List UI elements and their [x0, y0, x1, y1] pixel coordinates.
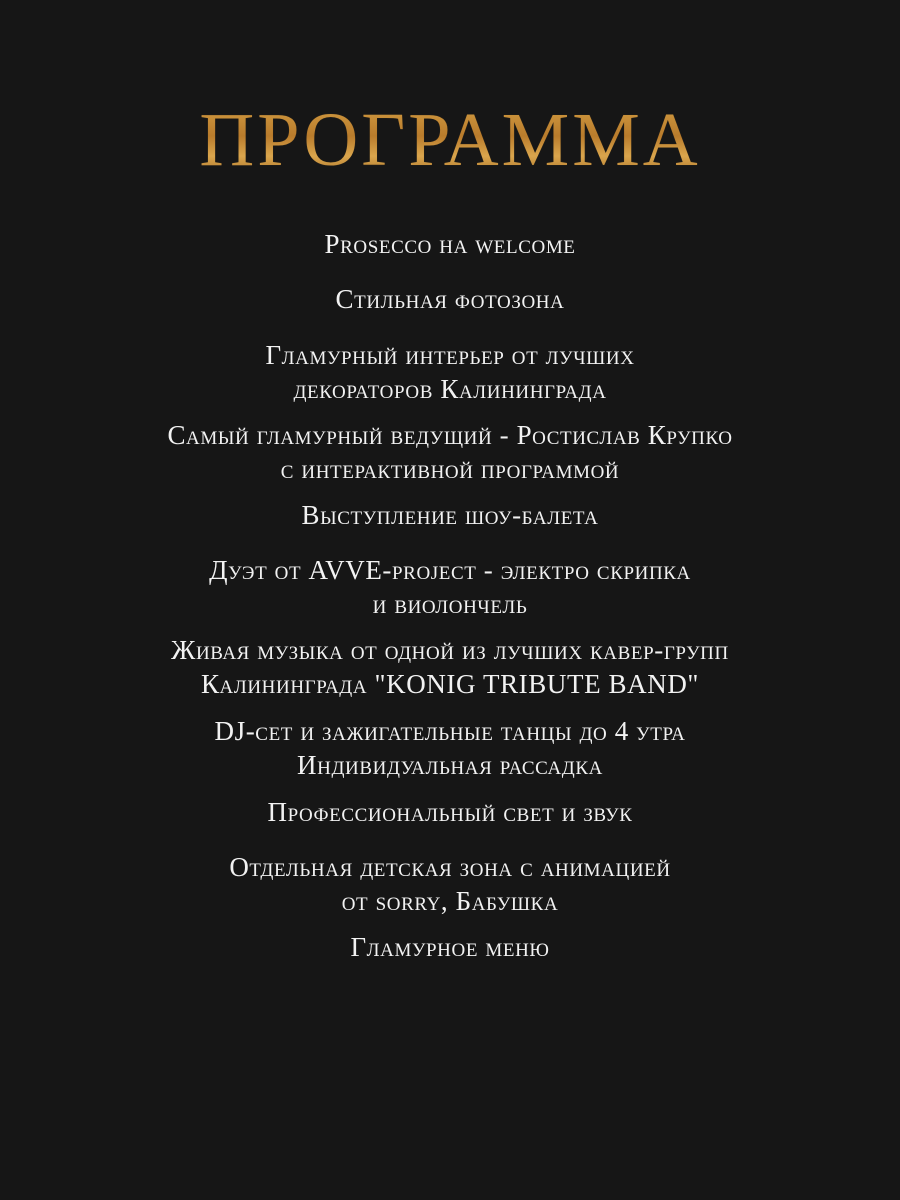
program-item-line: Prosecco на welcome — [324, 229, 576, 259]
program-item-line: Отдельная детская зона с анимацией — [229, 852, 671, 882]
program-item — [0, 418, 900, 486]
program-item — [0, 850, 900, 918]
program-item-line: Профессиональный свет и звук — [267, 797, 633, 827]
program-item-line: и виолончель — [372, 589, 528, 619]
program-item-line: Самый гламурный ведущий - Ростислав Крупко — [167, 420, 733, 450]
program-item — [0, 338, 900, 406]
program-item — [0, 553, 900, 621]
program-item-line: Живая музыка от одной из лучших кавер-групп — [171, 635, 729, 665]
program-item-line: DJ-сет и зажигательные танцы до 4 утра — [214, 716, 686, 746]
program-item — [0, 714, 900, 782]
program-item — [0, 282, 900, 316]
program-item — [0, 633, 900, 701]
program-item-line: Гламурное меню — [350, 932, 550, 962]
program-item-line: Индивидуальная рассадка — [297, 750, 603, 780]
program-item — [0, 795, 900, 829]
program-item-line: декораторов Калининграда — [293, 374, 607, 404]
program-item-line: Стильная фотозона — [335, 284, 565, 314]
page-title: ПРОГРАММА — [0, 100, 900, 180]
program-item-line: с интерактивной программой — [280, 454, 620, 484]
program-item-line: от sorry, Бабушка — [341, 886, 559, 916]
program-item — [0, 930, 900, 964]
program-item-line: Калининграда "KONIG TRIBUTE BAND" — [200, 669, 700, 699]
program-item-line: Дуэт от AVVE-project - электро скрипка — [209, 555, 691, 585]
program-item — [0, 498, 900, 532]
program-item — [0, 227, 900, 261]
program-item-line: Гламурный интерьер от лучших — [265, 340, 635, 370]
program-item-line: Выступление шоу-балета — [301, 500, 599, 530]
